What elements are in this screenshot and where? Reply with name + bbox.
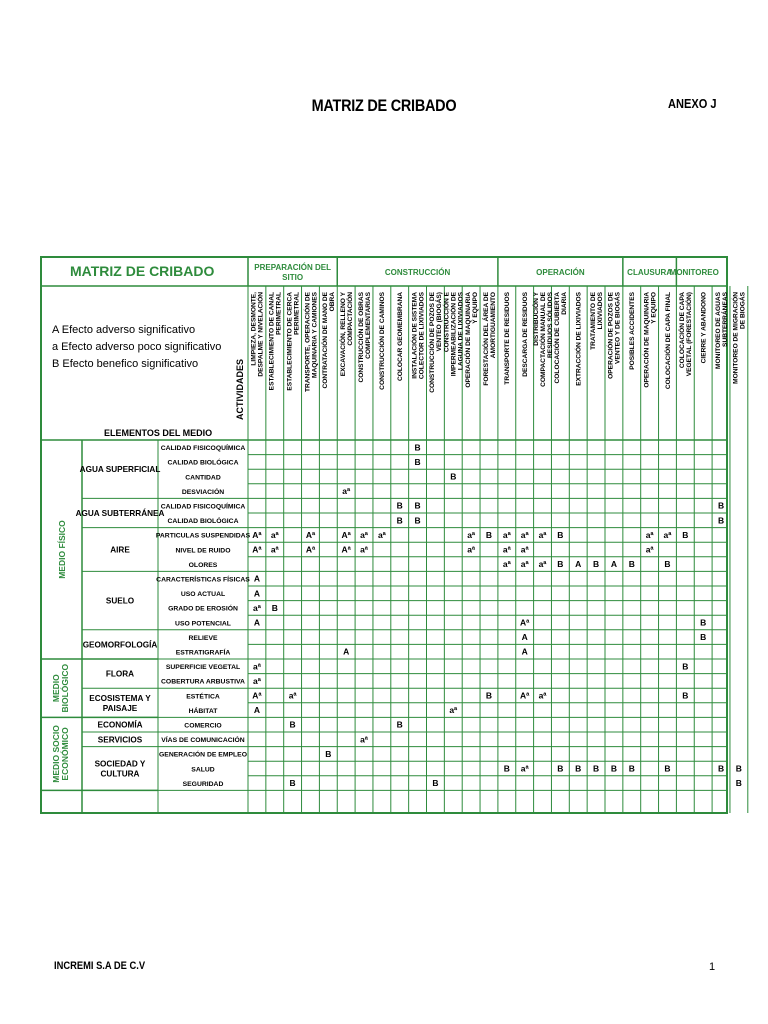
impact-cell: B [700, 632, 707, 643]
impact-cell: Aª [305, 544, 316, 555]
impact-cell: B [628, 763, 635, 774]
impact-cell: aª [502, 544, 511, 555]
impact-cell: A [610, 559, 617, 570]
impact-cell: A [575, 559, 582, 570]
page-number: 1 [709, 961, 716, 973]
impact-cell: aª [538, 529, 547, 540]
impact-cell: aª [538, 690, 547, 701]
impact-cell: B [717, 515, 725, 526]
impact-cell: B [557, 559, 564, 570]
factor-label: CANTIDAD [185, 474, 221, 482]
legend-line-1: A Efecto adverso significativo [52, 324, 196, 336]
activity-label: TRATAMIENTO DELIXIVIADOS [589, 292, 604, 350]
component-label: ECONOMÍA [97, 720, 143, 730]
impact-cell: aª [645, 544, 654, 555]
activity-label: CONTRATACIÓN DE MANO DEOBRA [322, 292, 337, 389]
activity-label: TRANSPORTE, OPERACIÓN DEMAQUINARIA Y CAMIONES [304, 292, 319, 393]
impact-cell: aª [252, 661, 261, 672]
factor-label: ESTÉTICA [186, 693, 220, 701]
impact-cell: aª [645, 529, 654, 540]
impact-cell: Aª [341, 529, 351, 540]
matrix-title: MATRIZ DE CRIBADO [70, 263, 215, 279]
impact-cell: B [664, 559, 671, 570]
component-label: FLORA [105, 669, 135, 679]
activity-label: FORESTACIÓN DEL ÁREA DEAMORTIGUAMIENTO [482, 292, 497, 386]
factor-label: CALIDAD FISICOQUÍMICA [160, 503, 246, 511]
factor-label: SALUD [191, 766, 215, 774]
impact-cell: aª [449, 705, 458, 716]
factor-label: USO ACTUAL [180, 591, 226, 599]
impact-cell: B [396, 500, 403, 511]
phase-label: CONSTRUCCIÓN [384, 268, 451, 277]
impact-cell: aª [520, 559, 529, 570]
activity-label: COLOCACIÓN DE CAPAVEGETAL (FORESTACIÓN) [679, 292, 694, 377]
impact-cell: B [485, 690, 493, 701]
impact-cell: aª [360, 734, 368, 745]
activity-label: CONSTRUCCIÓN DE POZOS DEVENTEO (BIOGÁS) [429, 292, 444, 393]
activity-label: CONSTRUCCIÓN EIMPERMEABILIZACIÓN DELAGUNA DE LIXIVIADOS [443, 292, 465, 377]
component-label: ECOSISTEMA Y PAISAJE [89, 693, 151, 713]
factor-label: VÍAS DE COMUNICACIÓN [161, 737, 245, 745]
activity-label: ESTABLECIMIENTO DE CERCAPERIMETRAL [286, 292, 301, 391]
screening-matrix [40, 256, 747, 816]
factor-label: COMERCIO [184, 722, 222, 730]
impact-cell: B [271, 602, 278, 613]
impact-cell: B [414, 442, 421, 453]
component-label: SUELO [105, 596, 135, 606]
factor-label: COBERTURA ARBUSTIVA [161, 678, 245, 686]
impact-cell: B [414, 456, 421, 467]
impact-cell: B [557, 529, 564, 540]
component-label: SOCIEDAD Y CULTURA [94, 759, 146, 779]
impact-cell: aª [252, 602, 261, 613]
impact-cell: aª [467, 529, 476, 540]
factor-label: CALIDAD BIOLÓGICA [167, 459, 239, 467]
impact-cell: B [682, 529, 689, 540]
impact-cell: B [735, 778, 742, 789]
impact-cell: B [593, 559, 600, 570]
impact-cell: aª [288, 690, 297, 701]
impact-cell: Aª [341, 544, 351, 555]
factor-label: PARTICULAS SUSPENDIDAS [155, 532, 251, 540]
factor-label: SUPERFICIE VEGETAL [165, 664, 241, 672]
impact-cell: B [682, 661, 689, 672]
factor-label: USO POTENCIAL [175, 620, 231, 628]
impact-cell: B [432, 778, 439, 789]
component-label: AGUA SUBTERRÁNEA [75, 509, 165, 518]
impact-cell: Aª [520, 617, 530, 628]
activity-label: OPERACIÓN DE MAQUINARIAY EQUIPO [464, 292, 479, 388]
activity-label: DISTRIBUCIÓN YCOMPACTACIÓN MANUAL DERESIDUOS SÓLIDOS [532, 292, 554, 387]
impact-cell: aª [270, 529, 279, 540]
impact-cell: B [396, 719, 403, 730]
activity-label: INSTALACIÓN DE SISTEMACOLECTOR DE LIXIVIADOS [411, 292, 426, 380]
component-label: AGUA SUPERFICIAL [79, 465, 161, 475]
component-label: SERVICIOS [97, 735, 143, 745]
legend-line-3: B Efecto benefico significativo [52, 358, 199, 370]
impact-cell: B [414, 500, 421, 511]
impact-cell: B [557, 763, 564, 774]
activity-label: TRANSPORTE DE RESIDUOS [504, 292, 512, 385]
impact-cell: B [289, 719, 296, 730]
activity-label: CIERRE Y ABANDONO [700, 292, 708, 364]
activity-label: MONITOREO DE AGUASSUBTERRÁNEAS [714, 292, 729, 369]
phase-label: PREPARACIÓN DEL SITIO [254, 263, 331, 282]
impact-cell: B [450, 471, 457, 482]
factor-label: DESVIACIÓN [181, 488, 225, 496]
impact-cell: aª [342, 486, 351, 497]
impact-cell: B [503, 763, 510, 774]
activity-label: OPERACIÓN DE POZOS DEVENTEO Y DE BIOGÁS [607, 292, 622, 379]
impact-cell: Aª [305, 529, 316, 540]
impact-cell: B [575, 763, 582, 774]
impact-cell: aª [520, 763, 529, 774]
activity-label: CONSTRUCCIÓN DE OBRASCOMPLEMENTARIAS [357, 292, 372, 383]
impact-cell: aª [360, 529, 368, 540]
activities-label: ACTIVIDADES [235, 358, 245, 420]
impact-cell: B [414, 515, 421, 526]
component-label: AIRE [110, 545, 130, 555]
legend-line-2: a Efecto adverso poco significativo [52, 341, 222, 353]
impact-cell: B [325, 748, 332, 759]
impact-cell: aª [538, 559, 547, 570]
factor-label: CALIDAD BIOLÓGICA [167, 518, 239, 526]
medium-label: MEDIOBIOLÓGICO [51, 663, 70, 713]
activity-label: LIMPIEZA, DESMONTE,DESPALME Y NIVELACIÓN [250, 292, 265, 377]
page-title: MATRIZ DE CRIBADO [311, 96, 457, 115]
impact-cell: Aª [252, 690, 262, 701]
factor-label: CALIDAD FISICOQUÍMICA [160, 445, 246, 453]
activity-label: MONITOREO DE MIGRACIÓNDE BIOGÁS [732, 292, 747, 384]
activity-label: POSIBLES ACCIDENTES [629, 292, 637, 370]
impact-cell: B [289, 778, 296, 789]
impact-cell: B [396, 515, 403, 526]
impact-cell: B [717, 500, 725, 511]
footer-company: INCREMI S.A DE C.V [54, 960, 146, 972]
elements-label: ELEMENTOS DEL MEDIO [104, 428, 213, 438]
phase-label: MONITOREO [669, 268, 719, 277]
medium-label: MEDIO SOCIOECONÓMICO [51, 725, 70, 783]
factor-label: GRADO DE EROSIÓN [168, 605, 238, 613]
impact-cell: B [664, 763, 671, 774]
activity-label: CONSTRUCCIÓN DE CAMINOS [379, 292, 387, 390]
annex-label: ANEXO J [668, 96, 717, 111]
factor-label: GENERACIÓN DE EMPLEO [159, 751, 247, 759]
medium-label: MEDIO FÍSICO [57, 520, 67, 579]
impact-cell: B [700, 617, 707, 628]
impact-cell: B [628, 559, 635, 570]
impact-cell: aª [520, 544, 529, 555]
impact-cell: aª [663, 529, 672, 540]
phase-label: CLAUSURA [627, 268, 673, 277]
factor-label: HÁBITAT [188, 707, 218, 715]
impact-cell: B [682, 690, 689, 701]
impact-cell: A [253, 573, 260, 584]
impact-cell: Aª [520, 690, 530, 701]
impact-cell: aª [252, 675, 261, 686]
impact-cell: aª [502, 559, 511, 570]
impact-cell: aª [502, 529, 511, 540]
phase-label: OPERACIÓN [536, 268, 585, 277]
factor-label: NIVEL DE RUIDO [175, 547, 231, 555]
impact-cell: A [343, 646, 350, 657]
activity-label: COLOCAR GEOMEMBRANA [397, 292, 405, 382]
impact-cell: B [593, 763, 600, 774]
impact-cell: B [610, 763, 617, 774]
impact-cell: B [485, 529, 493, 540]
impact-cell: A [521, 646, 528, 657]
activity-label: EXCAVACIÓN, RELLENO YCOMPACTACIÓN [339, 292, 354, 377]
impact-cell: aª [467, 544, 476, 555]
impact-cell: A [253, 588, 260, 599]
impact-cell: aª [360, 544, 368, 555]
activity-label: ESTABLECIMIENTO DE CANALPERIMETRAL [268, 292, 283, 391]
impact-cell: aª [270, 544, 279, 555]
impact-cell: A [521, 632, 528, 643]
impact-cell: Aª [252, 529, 262, 540]
impact-cell: Aª [252, 544, 262, 555]
component-label: GEOMORFOLOGÍA [82, 640, 158, 650]
impact-cell: B [735, 763, 742, 774]
impact-cell: B [717, 763, 725, 774]
impact-cell: A [253, 705, 260, 716]
factor-label: SEGURIDAD [182, 780, 224, 788]
factor-label: OLORES [188, 561, 218, 569]
impact-cell: A [253, 617, 260, 628]
activity-label: EXTRACCIÓN DE LIXIVIADOS [575, 292, 583, 386]
impact-cell: aª [520, 529, 529, 540]
factor-label: RELIEVE [188, 634, 218, 642]
activity-label: OPERACIÓN DE MAQUINARIAY EQUIPO [643, 292, 658, 388]
factor-label: ESTRATIGRAFÍA [175, 649, 231, 657]
impact-cell: aª [377, 529, 386, 540]
activity-label: COLOCACIÓN DE CAPA FINAL [664, 292, 672, 390]
activity-label: COLOCACIÓN DE CUBIERTADIARIA [554, 292, 569, 384]
activity-label: DESCARGA DE RESIDUOS [521, 292, 529, 377]
factor-label: CARACTERÍSTICAS FÍSICAS [156, 576, 250, 584]
